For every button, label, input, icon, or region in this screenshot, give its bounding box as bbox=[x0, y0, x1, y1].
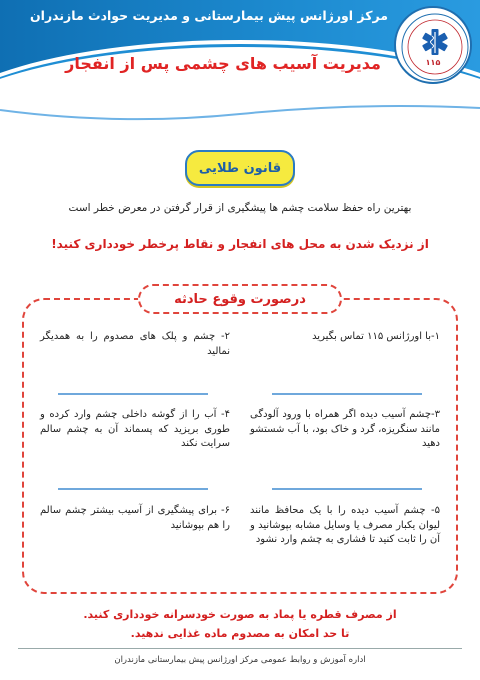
incident-title-text: درصورت وقوع حادثه bbox=[174, 291, 306, 307]
note-line-1: از مصرف قطره یا پماد به صورت خودسرانه خودداری کنید. bbox=[83, 608, 397, 621]
golden-rule-label: قانون طلایی bbox=[198, 160, 282, 176]
incident-item-6: ۶- برای پیشگیری از آسیب بیشتر چشم سالم را هم بپوشانید bbox=[40, 505, 230, 531]
divider bbox=[272, 393, 422, 395]
footer-bar bbox=[18, 648, 462, 670]
incident-item-5: ۵- چشم آسیب دیده را با یک محافظ مانند لیوان یکبار مصرف یا وسایل مشابه بپوشانید و آن را ثابت کنید تا فشاری به چشم وارد نشود bbox=[250, 505, 440, 545]
star-of-life-icon bbox=[396, 8, 474, 86]
incident-item-4: ۴- آب را از گوشه داخلی چشم وارد کرده و طوری بریزید که پسماند آن به چشم سالم سرایت نکند bbox=[40, 409, 230, 449]
warning-text: از نزدیک شدن به محل های انفجار و نقاط پرخطر خودداری کنید! bbox=[51, 237, 429, 251]
incident-item-3: ۳-چشم آسیب دیده اگر همراه با ورود آلودگی مانند سنگریزه، گرد و خاک بود، با آب شستشو دهید bbox=[250, 409, 440, 449]
footer-text: اداره آموزش و روابط عمومی مرکز اورژانس پیش بیمارستانی مازندران bbox=[114, 654, 366, 665]
note-line-2: تا حد امکان به مصدوم ماده غذایی ندهید. bbox=[130, 627, 350, 640]
header-wave-decoration bbox=[0, 100, 480, 130]
incident-title bbox=[138, 284, 342, 314]
incident-item-2: ۲- چشم و پلک های مصدوم را به همدیگر نمالید bbox=[40, 331, 230, 357]
golden-rule-badge bbox=[185, 150, 295, 186]
ems-logo bbox=[394, 6, 472, 84]
logo-number: ۱۱۵ bbox=[425, 58, 441, 67]
divider bbox=[272, 488, 422, 490]
incident-item-1: ۱-با اورژانس ۱۱۵ تماس بگیرید bbox=[312, 331, 440, 342]
org-title: مرکز اورژانس پیش بیمارستانی و مدیریت حوادث مازندران bbox=[29, 8, 388, 23]
divider bbox=[58, 393, 208, 395]
page-title: مدیریت آسیب های چشمی پس از انفجار bbox=[65, 54, 381, 73]
intro-text: بهترین راه حفظ سلامت چشم ها پیشگیری از قرار گرفتن در معرض خطر است bbox=[68, 202, 412, 214]
divider bbox=[58, 488, 208, 490]
